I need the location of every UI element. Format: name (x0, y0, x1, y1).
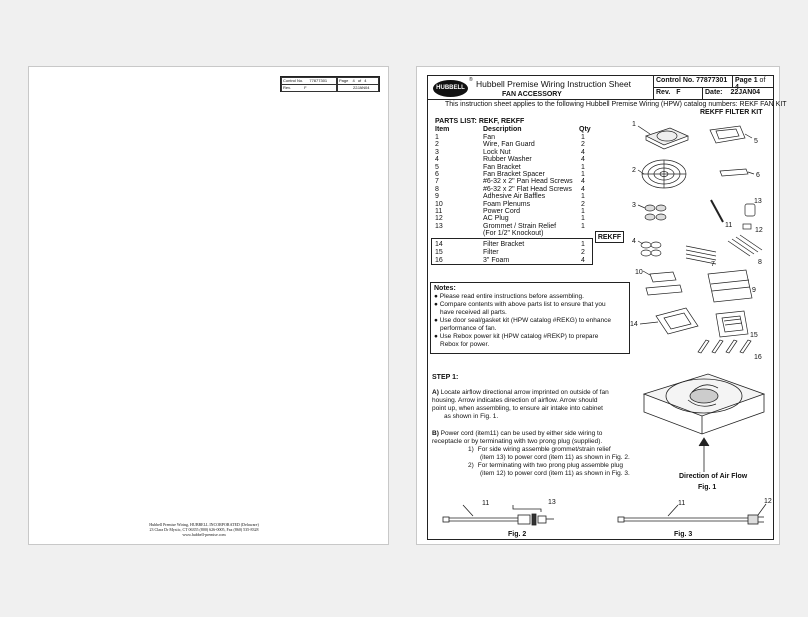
parts-cell-qty: 1 (581, 134, 585, 141)
parts-cell-desc: AC Plug (483, 215, 509, 223)
callout-15: 15 (750, 332, 758, 339)
fig-2-label: Fig. 2 (508, 531, 527, 538)
left-rev-value: F (304, 85, 307, 90)
right-page (416, 66, 787, 545)
note-line (434, 333, 611, 341)
parts-cell-qty: 4 (581, 148, 585, 156)
callout-9: 9 (752, 287, 756, 294)
rekff-cell-item: 16 (435, 256, 443, 264)
filter-bracket-icon (656, 308, 698, 334)
note-text: Use door seal/gasket kit (HPW catalog #REKG) to enhance (439, 317, 611, 324)
date-cell (702, 87, 774, 100)
parts-list-title: PARTS LIST: REKF, REKFF (435, 118, 525, 125)
fig-2-callout-13: 13 (548, 499, 556, 506)
step-1b-line: receptacle or by terminating with two prong plug (supplied). (432, 438, 603, 445)
parts-illustration (628, 116, 773, 361)
parts-cell-item: 10 (435, 200, 443, 208)
parts-cell-item: 1 (435, 134, 439, 141)
rekff-cell-qty: 1 (581, 241, 585, 248)
page-num: 1 (753, 77, 758, 84)
bullet-icon: ● (434, 301, 440, 308)
parts-cell-item: 4 (435, 156, 439, 164)
air-baffles-icon (708, 270, 752, 302)
step-1a-line: Locate airflow directional arrow imprinted on outside of fan (440, 389, 609, 396)
parts-cell-desc: Fan Bracket Spacer (483, 171, 545, 178)
parts-cell-item: 5 (435, 163, 439, 171)
note-text: Use Rebox power kit (HPW catalog #REKP) to prepare (439, 333, 599, 340)
bullet-icon: ● (434, 333, 440, 340)
left-rev-cell (281, 84, 337, 92)
callout-7: 7 (711, 261, 715, 268)
parts-cell-desc: Foam Plenums (483, 200, 531, 208)
left-footer (109, 522, 299, 537)
callout-13: 13 (754, 198, 762, 205)
rev-value: F (676, 89, 681, 96)
step-1b-sub-text: For terminating with two prong plug assemble plug (477, 462, 624, 469)
step-1a-label: A) (432, 389, 439, 396)
notes-title: Notes: (434, 285, 456, 292)
bullet-icon: ● (434, 293, 440, 300)
bracket-spacer-icon (720, 169, 748, 176)
rev-label: Rev. (656, 89, 671, 96)
note-line (434, 317, 611, 325)
parts-cell-item: 9 (435, 193, 439, 201)
fig-1-label: Fig. 1 (698, 484, 717, 491)
note-line (434, 341, 611, 349)
step-1b-sub-text: (item 13) to power cord (item 11) as shown in Fig. 2. (480, 454, 630, 461)
fig-2-cord (443, 505, 554, 525)
parts-cell-qty: 1 (581, 163, 585, 171)
fig-3-label: Fig. 3 (674, 531, 693, 538)
callout-3: 3 (632, 202, 636, 209)
step-1b-text (432, 430, 602, 445)
callout-12: 12 (755, 227, 763, 234)
callout-14: 14 (630, 321, 638, 328)
rekff-label: REKFF (595, 231, 624, 243)
notes-box (430, 282, 630, 354)
parts-cell-desc: Adhesive Air Baffles (483, 193, 546, 201)
control-no-label: Control No. (656, 77, 695, 84)
rekff-cell-item: 14 (435, 241, 443, 248)
note-text: Rebox for power. (440, 341, 490, 348)
date-label: Date: (705, 89, 723, 96)
footer-line-3: www.hubbell-premise.com (182, 532, 226, 537)
step-1a-line: housing. Arrow indicates direction of airflow. Arrow should (432, 397, 598, 404)
parts-cell-qty: 1 (581, 171, 585, 178)
note-text: Compare contents with above parts list to ensure that you (439, 301, 606, 308)
fan-bracket-icon (710, 126, 745, 143)
page-title: Hubbell Premise Wiring Instruction Sheet (476, 79, 631, 89)
fig-3-cord (618, 504, 766, 524)
step-1b-sub-number: 1) (468, 446, 474, 453)
parts-cell-item: 7 (435, 178, 439, 186)
page-label: Page (735, 77, 752, 84)
registered-mark: ® (469, 77, 473, 83)
parts-cell-qty: 2 (581, 200, 585, 208)
step-1a-text (432, 389, 609, 420)
note-text: Please read entire instructions before assembling. (439, 293, 584, 300)
fig-2-3-drawing (438, 496, 773, 541)
left-page-num: 4 (352, 78, 355, 83)
parts-cell-desc: Grommet / Strain Relief (483, 222, 557, 230)
page-subtitle: FAN ACCESSORY (502, 91, 562, 98)
lock-nut-icon (645, 205, 666, 220)
col-item: Item (435, 126, 450, 133)
rekff-cell-item: 15 (435, 248, 443, 256)
parts-cell-qty: 1 (581, 215, 585, 223)
step-1b-subline (432, 446, 637, 454)
foam-plenums-icon (646, 272, 682, 295)
instruction-frame (427, 75, 787, 540)
left-date-cell (337, 84, 379, 92)
parts-cell-desc: (For 1/2" Knockout) (483, 230, 544, 238)
step-1b-subline (432, 462, 637, 470)
parts-cell-item: 3 (435, 148, 439, 156)
grommet-icon (745, 204, 755, 216)
flat-head-screws-icon (728, 235, 762, 256)
intro-line-1: This instruction sheet applies to the following Hubbell Premise Wiring (HPW) catalog numbers: REKF FAN KIT (445, 101, 787, 108)
callout-16: 16 (754, 354, 762, 361)
fig-1-caption: Direction of Air Flow (679, 473, 748, 480)
step-1b-label: B) (432, 430, 439, 437)
rev-cell (653, 87, 703, 100)
left-header-block (280, 76, 380, 92)
note-text: performance of fan. (440, 325, 497, 332)
parts-cell-qty: 2 (581, 141, 585, 149)
date-value: 22JAN04 (730, 89, 761, 96)
parts-cell-desc: Fan (483, 134, 496, 141)
parts-cell-desc: Fan Bracket (483, 163, 521, 171)
step-1b-subline (432, 470, 637, 478)
left-page-of: of (357, 78, 362, 83)
note-line (434, 293, 611, 301)
intro-line-2: REKFF FILTER KIT (700, 109, 763, 116)
fig-2-callout-11: 11 (482, 500, 490, 507)
callout-5: 5 (754, 138, 758, 145)
step-1a-line: point up, when assembling, to ensure air intake into cabinet (432, 405, 603, 412)
callout-2: 2 (632, 167, 636, 174)
page-total: 4 (735, 84, 739, 91)
note-line (434, 301, 611, 309)
power-cord-icon (711, 200, 723, 222)
note-line (434, 325, 611, 333)
step-1-title: STEP 1: (432, 374, 459, 381)
footer-line-1: Hubbell Premise Wiring, HUBBELL INCORPORATED (Delaware) (149, 522, 259, 527)
left-rev-label: Rev. (283, 85, 291, 90)
parts-cell-desc: #6-32 x 2" Flat Head Screws (483, 185, 572, 193)
col-desc: Description (483, 126, 522, 133)
footer-line-2: 23 Clara Dr Mystic, CT 06355 (800) 626-0005, Fax (860) 535-8328 (149, 527, 259, 532)
step-1b-sub-text: For side wiring assemble grommet/strain relief (477, 446, 611, 453)
parts-cell-qty: 4 (581, 156, 585, 164)
step-1b-line: Power cord (item11) can be used by either side wiring to (440, 430, 603, 437)
rekff-cell-desc: Filter (483, 248, 499, 256)
parts-cell-item: 8 (435, 185, 439, 193)
left-page (28, 66, 389, 545)
parts-cell-item: 11 (435, 208, 443, 215)
parts-cell-desc: Rubber Washer (483, 156, 532, 164)
callout-1: 1 (632, 121, 636, 128)
control-no-value: 77877301 (696, 77, 728, 84)
page-of: of (759, 77, 766, 84)
left-control-label: Control No. (283, 78, 304, 83)
callout-10: 10 (635, 269, 643, 276)
step-1b-subline (432, 454, 637, 462)
col-qty: Qty (579, 126, 591, 133)
parts-cell-qty: 1 (581, 208, 585, 215)
parts-cell-desc: Lock Nut (483, 148, 511, 156)
parts-cell-item: 12 (435, 215, 443, 223)
left-date-value: 22JAN04 (353, 85, 370, 90)
hubbell-logo: HUBBELL (433, 80, 468, 97)
callout-6: 6 (756, 172, 760, 179)
callout-8: 8 (758, 259, 762, 266)
foam-strips-icon (698, 340, 751, 353)
bullet-icon: ● (434, 317, 440, 324)
parts-cell-desc: Wire, Fan Guard (483, 141, 535, 149)
parts-cell-qty: 1 (581, 222, 585, 230)
ac-plug-icon (743, 224, 751, 229)
left-control-value: 77877301 (309, 78, 328, 83)
note-line (434, 309, 611, 317)
note-text: have received all parts. (440, 309, 507, 316)
rekff-cell-desc: 3" Foam (483, 256, 510, 264)
parts-cell-qty: 1 (581, 193, 585, 201)
parts-cell-qty: 4 (581, 178, 585, 186)
rubber-washer-icon (641, 242, 661, 256)
parts-cell-desc: Power Cord (483, 208, 520, 215)
callout-4: 4 (632, 238, 636, 245)
filter-icon (716, 311, 748, 337)
fan-guard-icon (642, 160, 686, 188)
step-1a-line: as shown in Fig. 1. (444, 413, 499, 420)
callout-11: 11 (725, 222, 733, 229)
left-page-total: 4 (364, 78, 367, 83)
rekff-cell-qty: 4 (581, 256, 585, 264)
notes-list (434, 293, 611, 349)
parts-cell-item: 13 (435, 222, 443, 230)
fan-part-icon (646, 128, 688, 149)
left-page-label: Page (339, 78, 349, 83)
fig-3-callout-11: 11 (678, 500, 686, 507)
parts-cell-desc: #6-32 x 2" Pan Head Screws (483, 178, 573, 186)
step-1b-sub-number: 2) (468, 462, 474, 469)
fig-3-callout-12: 12 (764, 498, 772, 505)
parts-cell-item: 2 (435, 141, 439, 149)
rekff-cell-qty: 2 (581, 248, 585, 256)
rekff-cell-desc: Filter Bracket (483, 241, 525, 248)
step-1b-sublist (432, 446, 637, 478)
parts-cell-item: 6 (435, 171, 439, 178)
parts-cell-qty: 4 (581, 185, 585, 193)
step-1b (432, 430, 637, 478)
step-1a (432, 389, 632, 421)
step-1b-sub-text: (item 12) to power cord (item 11) as shown in Fig. 3. (480, 470, 630, 477)
